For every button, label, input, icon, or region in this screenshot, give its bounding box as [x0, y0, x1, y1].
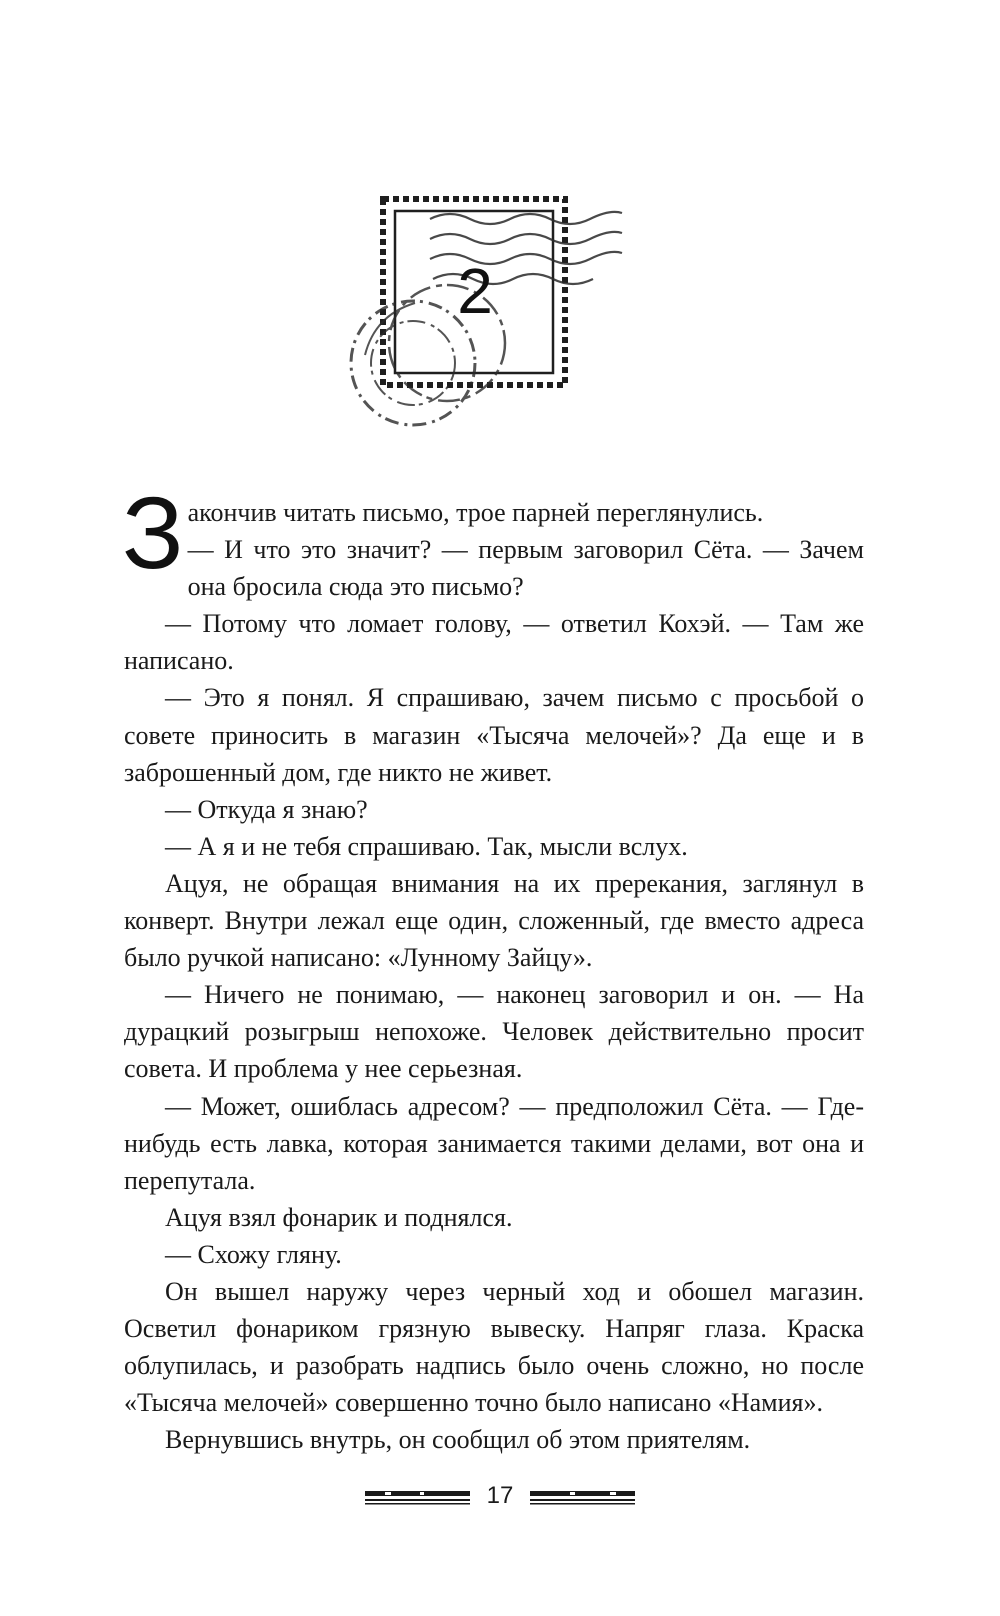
paragraph: Вернувшись внутрь, он сообщил об этом приятелям. [165, 1425, 751, 1455]
folio-right-ornament [530, 1487, 635, 1507]
paragraph: — Может, ошиблась адресом? — предположил Сёта. — Где-нибудь есть лавка, которая занимается такими делами, вот она и перепутала. [124, 1091, 864, 1195]
paragraph: — Потому что ломает голову, — ответил Кохэй. — Там же написано. [124, 609, 864, 676]
page-number: 17 [486, 1482, 514, 1509]
paragraph: — Откуда я знаю? [165, 794, 368, 824]
paragraph: Ацуя, не обращая внимания на их пререкания, заглянул в конверт. Внутри лежал еще один, сложенный, где вместо адреса было ручкой написано: «Лунному Зайцу». [124, 868, 864, 973]
first-line: акончив читать письмо, трое парней переглянулись. [187, 498, 764, 527]
chapter-number: 2 [457, 255, 493, 327]
paragraph: — Ничего не понимаю, — наконец заговорил и он. — На дурацкий розыгрыш непохоже. Человек действительно просит совета. И проблема у нее серьезная. [124, 980, 864, 1084]
chapter-body-text [122, 476, 864, 1458]
paragraph: — Схожу гляну. [165, 1239, 342, 1269]
postage-stamp-chapter-ornament [335, 195, 625, 440]
paragraph: Ацуя взял фонарик и поднялся. [165, 1202, 513, 1232]
first-paragraph [122, 476, 864, 605]
paragraph: — Это я понял. Я спрашиваю, зачем письмо с просьбой о совете приносить в магазин «Тысяча мелочей»? Да еще и в заброшенный дом, где никто не живет. [124, 683, 864, 787]
paragraph: — А я и не тебя спрашиваю. Так, мысли вслух. [165, 831, 688, 861]
paragraph: Он вышел наружу через черный ход и обошел магазин. Осветил фонариком грязную вывеску. Напряг глаза. Краска облупилась, и разобрать надпись было очень сложно, но после «Тысяча мелочей» совершенно точно было написано «Намия». [124, 1276, 864, 1418]
first-paragraph-rest: — И что это значит? — первым заговорил Сёта. — Зачем она бросила сюда это письмо? [187, 535, 864, 602]
drop-cap: З [122, 476, 184, 590]
